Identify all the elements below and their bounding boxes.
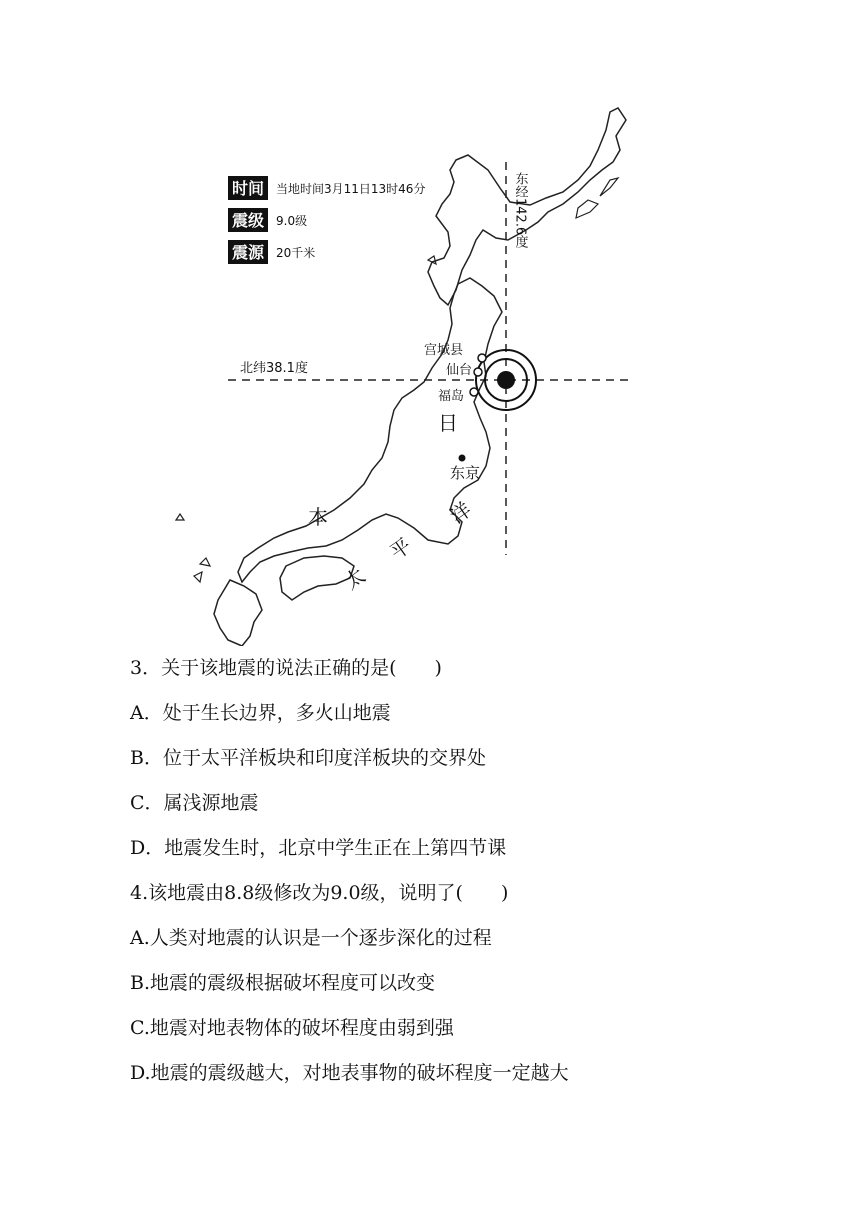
- country-char-2: 本: [308, 505, 328, 529]
- place-sendai: 仙台: [446, 363, 473, 378]
- question-3-option-c: C．属浅源地震: [130, 792, 259, 814]
- ocean-char-2: 平: [385, 533, 416, 565]
- latitude-label: 北纬38.1度: [240, 361, 308, 376]
- question-3-option-d: D．地震发生时，北京中学生正在上第四节课: [130, 837, 507, 859]
- place-fukushima: 福岛: [438, 389, 465, 404]
- legend-value-time: 当地时间3月11日13时46分: [276, 182, 426, 196]
- place-miyagi: 宫城县: [424, 343, 464, 358]
- honshu-outline: [238, 278, 502, 582]
- kuril-islands: [576, 178, 618, 218]
- kyushu-outline: [214, 580, 262, 646]
- question-4-option-a: A.人类对地震的认识是一个逐步深化的过程: [130, 927, 492, 949]
- question-3-stem: 3．关于该地震的说法正确的是( ): [130, 657, 442, 679]
- legend-value-magnitude: 9.0级: [276, 214, 308, 228]
- ocean-char-3: 洋: [445, 497, 476, 529]
- legend-key-focus: 震源: [231, 243, 265, 262]
- legend-key-magnitude: 震级: [231, 211, 265, 230]
- question-4-stem: 4.该地震由8.8级修改为9.0级，说明了( ): [130, 882, 509, 904]
- ocean-char-1: 太: [339, 563, 370, 595]
- question-3-option-a: A．处于生长边界，多火山地震: [130, 702, 391, 724]
- question-4-option-d: D.地震的震级越大，对地表事物的破坏程度一定越大: [130, 1062, 569, 1084]
- place-tokyo: 东京: [450, 464, 481, 482]
- legend-key-time: 时间: [231, 179, 265, 198]
- japan-earthquake-map: [158, 100, 704, 646]
- country-char-1: 日: [438, 411, 458, 435]
- question-3-option-b: B．位于太平洋板块和印度洋板块的交界处: [130, 747, 486, 769]
- question-4-option-b: B.地震的震级根据破坏程度可以改变: [130, 972, 436, 994]
- legend-value-focus: 20千米: [276, 246, 316, 260]
- longitude-label: 东经142.6度: [512, 172, 528, 249]
- small-islands: [176, 256, 436, 582]
- question-4-option-c: C.地震对地表物体的破坏程度由弱到强: [130, 1017, 454, 1039]
